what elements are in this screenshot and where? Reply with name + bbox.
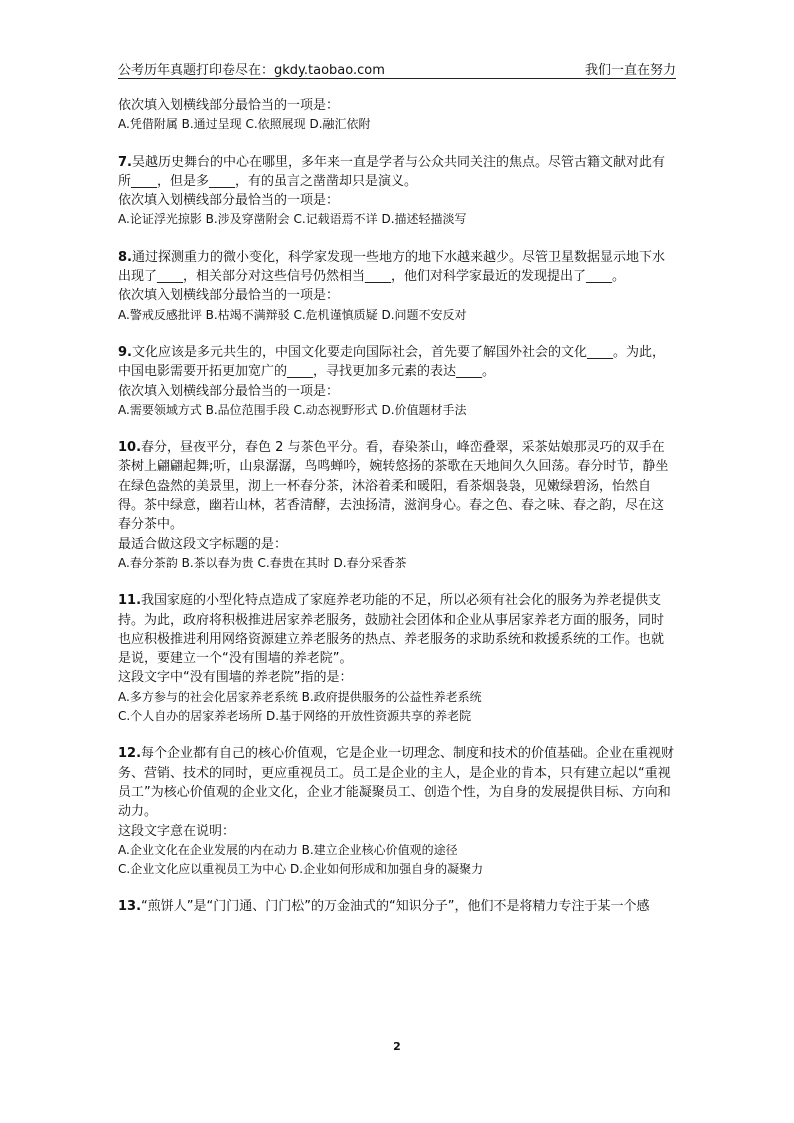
question-text: “煎饼人”是“门门通、门门松”的万金油式的“知识分子”，他们不是将精力专注于某一个感: [141, 899, 650, 915]
question-10: [118, 438, 676, 573]
question-12: [118, 744, 676, 879]
question-prompt: 这段文字意在说明：: [118, 823, 236, 839]
question-number: 7.: [118, 154, 132, 170]
page-content: [118, 96, 676, 917]
header-left-text: 公考历年真题打印卷尽在：gkdy.taobao.com: [118, 63, 385, 78]
question-options-line-2: C.企业文化应以重视员工为中心 D.企业如何形成和加强自身的凝聚力: [118, 862, 484, 877]
header-right-text: 我们一直在努力: [584, 63, 676, 78]
question-text: 文化应该是多元共生的，中国文化要走向国际社会，首先要了解国外社会的文化____。为此，中国电影需要开拓更加宽广的____，寻找更加多元素的表达____。: [118, 344, 665, 380]
question-number: 12.: [118, 746, 142, 762]
question-number: 9.: [118, 344, 132, 360]
question-9: [118, 343, 676, 420]
question-options-line-1: A.企业文化在企业发展的内在动力 B.建立企业核心价值观的途径: [118, 842, 458, 857]
question-options: A.警戒反感批评 B.枯竭不满辩驳 C.危机谨慎质疑 D.问题不安反对: [118, 307, 467, 322]
question-text: 每个企业都有自己的核心价值观，它是企业一切理念、制度和技术的价值基础。企业在重视财务、营销、技术的同时，更应重视员工。员工是企业的主人，是企业的肯本，只有建立起以“重视员工”为核心价值观的企业文化，企业才能凝聚员工、创造个性，为自身的发展提供目标、方向和动力。: [118, 746, 675, 820]
question-options: A.论证浮光掠影 B.涉及穿凿附会 C.记载语焉不详 D.描述轻描淡写: [118, 212, 467, 227]
question-text: 通过探测重力的微小变化，科学家发现一些地方的地下水越来越少。尽管卫星数据显示地下水出现了____，相关部分对这些信号仍然相当____，他们对科学家最近的发现提出了____。: [118, 249, 665, 285]
question-options: A.需要领域方式 B.品位范围手段 C.动态视野形式 D.价值题材手法: [118, 402, 467, 417]
question-options-line-2: C.个人自办的居家养老场所 D.基于网络的开放性资源共享的养老院: [118, 709, 472, 724]
question-prompt: 依次填入划横线部分最恰当的一项是：: [118, 98, 340, 113]
question-number: 8.: [118, 249, 132, 265]
question-13: [118, 897, 676, 916]
page-number: 2: [393, 1040, 401, 1053]
question-number: 10.: [118, 440, 142, 456]
question-options-line-1: A.多方参与的社会化居家养老系统 B.政府提供服务的公益性养老系统: [118, 689, 482, 704]
question-7: [118, 153, 676, 230]
question-prompt: 最适合做这段文字标题的是：: [118, 536, 288, 552]
question-number: 11.: [118, 593, 142, 609]
question-prompt: 这段文字中“没有围墙的养老院”指的是：: [118, 670, 353, 686]
question-11: [118, 591, 676, 726]
question-prompt: 依次填入划横线部分最恰当的一项是：: [118, 288, 340, 304]
question-number: 13.: [118, 899, 142, 915]
page-header: [118, 58, 676, 79]
question-text: 吴越历史舞台的中心在哪里，多年来一直是学者与公众共同关注的焦点。尽管古籍文献对此有所____，但是多____，有的虽言之凿凿却只是演义。: [118, 154, 665, 189]
question-options: A.春分茶韵 B.茶以春为贵 C.春贵在其时 D.春分采香茶: [118, 555, 407, 570]
question-text: 春分，昼夜平分，春色 2 与茶色平分。看，春染茶山，峰峦叠翠，采茶姑娘那灵巧的双手在茶树上翩翩起舞;听，山泉潺潺，鸟鸣蝉吟，婉转悠扬的茶歌在天地间久久回荡。春分时节，静坐在绿色盎然的美景里，沏上一杯春分茶，沐浴着柔和暖阳，看茶烟袅袅，见嫩绿碧汤，怡然自得。茶中绿意，幽若山林，茗香清酵，去浊扬清，滋润身心。春之色、春之味、春之韵，尽在这春分茶中。: [118, 440, 669, 533]
question-prompt: 依次填入划横线部分最恰当的一项是：: [118, 383, 340, 399]
question-options: A.凭借附属 B.通过呈现 C.依照展现 D.融汇依附: [118, 117, 371, 132]
question-prompt: 依次填入划横线部分最恰当的一项是：: [118, 193, 340, 209]
question-text: 我国家庭的小型化特点造成了家庭养老功能的不足，所以必须有社会化的服务为养老提供支持。为此，政府将积极推进居家养老服务，鼓励社会团体和企业从事居家养老方面的服务，同时也应积极推进利用网络资源建立养老服务的热点、养老服务的求助系统和救援系统的工作。也就是说，要建立一个“没有围墙的养老院”。: [118, 593, 665, 667]
question-6-continuation: [118, 96, 676, 135]
question-8: [118, 248, 676, 325]
